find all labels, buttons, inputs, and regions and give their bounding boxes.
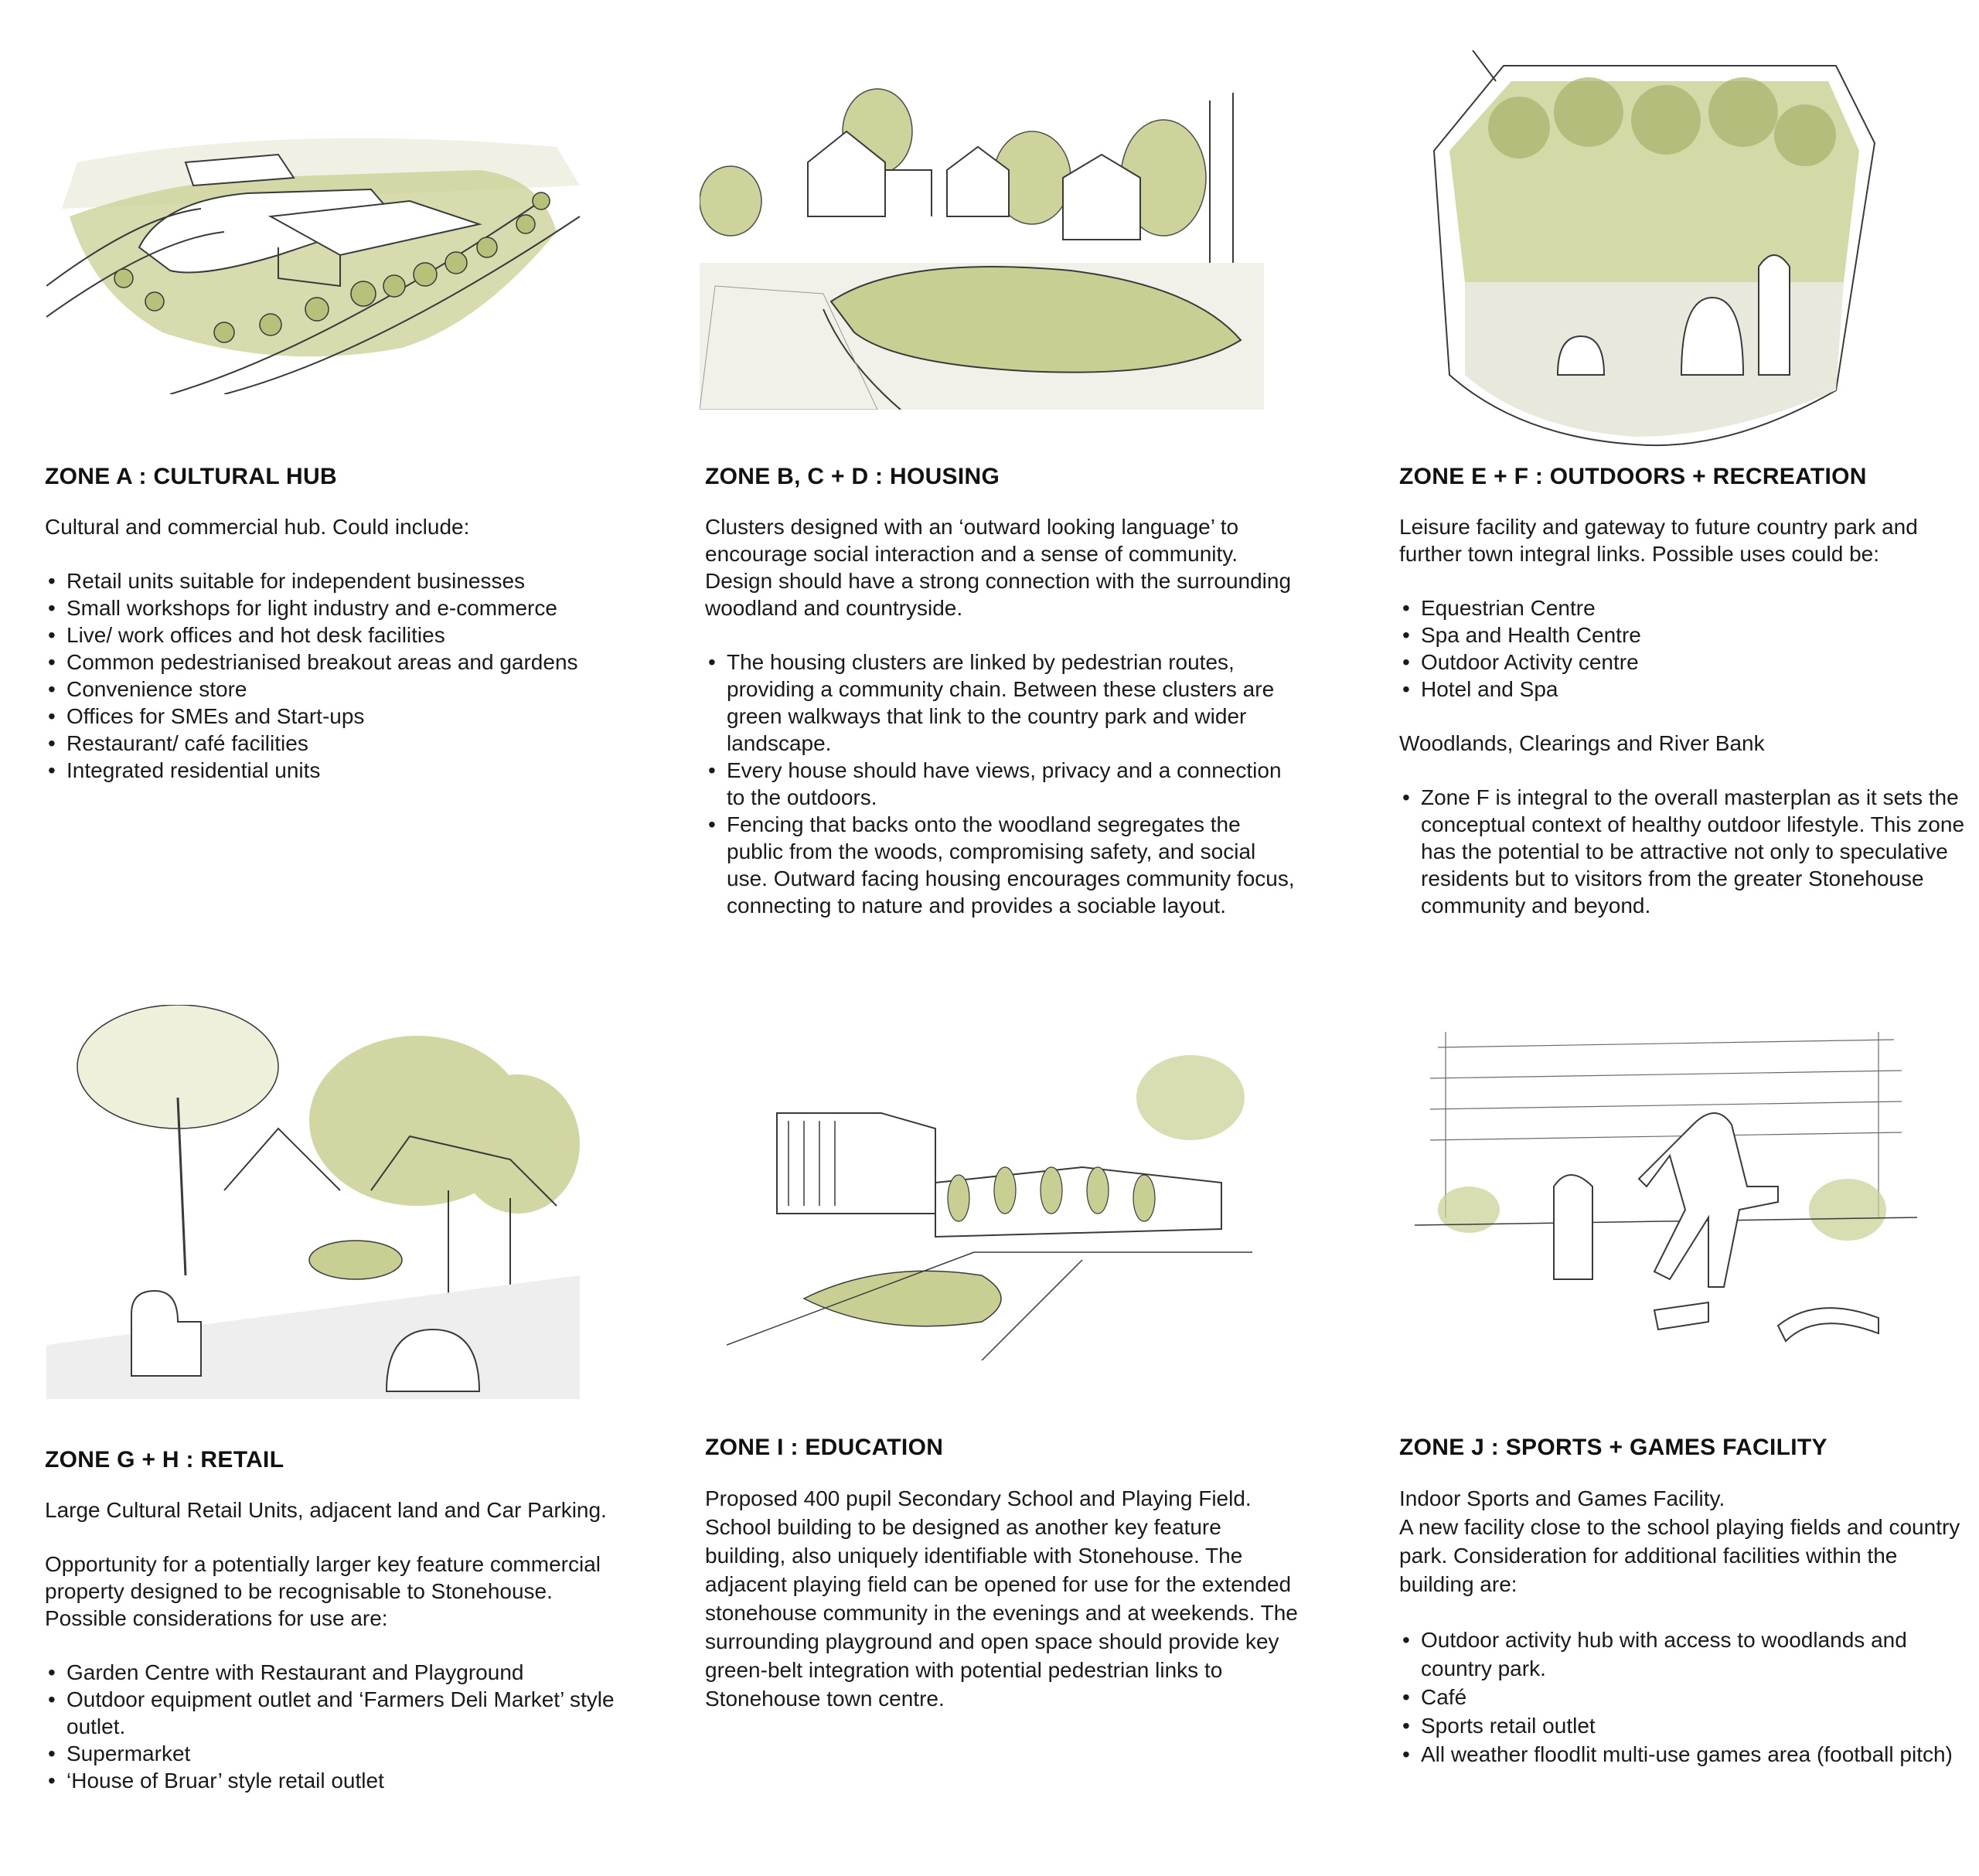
list-item: • Sports retail outlet xyxy=(1399,1711,1971,1740)
list-item: • Hotel and Spa xyxy=(1399,676,1971,703)
zone-j-intro-b: A new facility close to the school playing fields and country park. Consideration for additional facilities within the building are: xyxy=(1399,1515,1960,1596)
zone-ef-subhead: Woodlands, Clearings and River Bank xyxy=(1399,731,1765,755)
list-item: • Outdoor Activity centre xyxy=(1399,649,1971,676)
zone-bcd-list xyxy=(705,649,1300,919)
zone-bcd-sketch xyxy=(700,85,1264,410)
zone-j-section xyxy=(1399,1435,1971,1769)
zone-i-intro: Proposed 400 pupil Secondary School and Playing Field. School building to be designed as another key feature building, also uniquely identifiable with Stonehouse. The adjacent playing field can be opened for use for the extended stonehouse community in the evenings and at weekends. The surrounding playground and open space should provide key green-belt integration with potential pedestrian links to Stonehouse town centre. xyxy=(705,1486,1298,1711)
zone-i-section xyxy=(705,1435,1300,1713)
list-item: • Live/ work offices and hot desk facilities xyxy=(45,621,632,649)
list-item: • Every house should have views, privacy and a connection to the outdoors. xyxy=(705,757,1300,811)
zone-gh-intro: Large Cultural Retail Units, adjacent land and Car Parking. xyxy=(45,1498,607,1522)
list-item: • Integrated residential units xyxy=(45,757,632,784)
list-item: • Equestrian Centre xyxy=(1399,594,1971,621)
list-item: • Restaurant/ café facilities xyxy=(45,730,632,757)
zone-j-sketch xyxy=(1415,1032,1917,1364)
list-item: • Fencing that backs onto the woodland segregates the public from the woods, compromising safety, and social use. Outward facing housing encourages community focus, connecting to nature and provides a sociable layout. xyxy=(705,811,1300,919)
zone-a-section xyxy=(45,464,632,784)
zone-ef-list-2 xyxy=(1399,784,1971,919)
zone-a-intro: Cultural and commercial hub. Could include: xyxy=(45,515,470,539)
zone-bcd-title: ZONE B, C + D : HOUSING xyxy=(705,464,1000,489)
zone-ef-intro: Leisure facility and gateway to future country park and further town integral links. Possible uses could be: xyxy=(1399,515,1918,566)
list-item: • Spa and Health Centre xyxy=(1399,621,1971,649)
list-item: • Zone F is integral to the overall masterplan as it sets the conceptual context of healthy outdoor lifestyle. This zone has the potential to be attractive not only to speculative residents but to visitors from the greater Stonehouse community and beyond. xyxy=(1399,784,1971,919)
list-item: • Supermarket xyxy=(45,1740,632,1767)
list-item: • Outdoor activity hub with access to woodlands and country park. xyxy=(1399,1626,1971,1683)
zone-gh-sketch xyxy=(46,1005,580,1399)
zone-j-title: ZONE J : SPORTS + GAMES FACILITY xyxy=(1399,1435,1827,1460)
list-item: • Common pedestrianised breakout areas and gardens xyxy=(45,649,632,676)
zone-gh-section xyxy=(45,1447,632,1794)
list-item: • ‘House of Bruar’ style retail outlet xyxy=(45,1767,632,1794)
zone-j-list xyxy=(1399,1626,1971,1769)
zone-gh-title: ZONE G + H : RETAIL xyxy=(45,1447,284,1473)
zone-a-title: ZONE A : CULTURAL HUB xyxy=(45,464,337,489)
zone-a-list xyxy=(45,567,632,784)
list-item: • Café xyxy=(1399,1683,1971,1711)
list-item: • Offices for SMEs and Start-ups xyxy=(45,703,632,730)
zone-gh-intro-2: Opportunity for a potentially larger key feature commercial property designed to be recognisable to Stonehouse. Possible considerations for use are: xyxy=(45,1552,601,1630)
list-item: • Outdoor equipment outlet and ‘Farmers Deli Market’ style outlet. xyxy=(45,1686,632,1740)
zone-ef-list xyxy=(1399,594,1971,703)
zone-j-intro: Indoor Sports and Games Facility. xyxy=(1399,1486,1725,1510)
zone-ef-section xyxy=(1399,464,1971,919)
zone-ef-title: ZONE E + F : OUTDOORS + RECREATION xyxy=(1399,464,1867,489)
list-item: • Small workshops for light industry and e-commerce xyxy=(45,594,632,621)
zone-i-sketch xyxy=(727,1051,1252,1360)
zone-bcd-section xyxy=(705,464,1300,919)
zone-a-sketch xyxy=(46,93,588,394)
zone-bcd-intro: Clusters designed with an ‘outward looking language’ to encourage social interaction and a sense of community. Design should have a strong connection with the surrounding woodland and countryside. xyxy=(705,515,1292,620)
list-item: • All weather floodlit multi-use games area (football pitch) xyxy=(1399,1740,1971,1769)
list-item: • The housing clusters are linked by pedestrian routes, providing a community chain. Between these clusters are green walkways that link to the country park and wider landscape. xyxy=(705,649,1300,757)
zone-i-title: ZONE I : EDUCATION xyxy=(705,1435,944,1460)
list-item: • Retail units suitable for independent businesses xyxy=(45,567,632,594)
list-item: • Garden Centre with Restaurant and Playground xyxy=(45,1659,632,1686)
list-item: • Convenience store xyxy=(45,676,632,703)
zone-ef-sketch xyxy=(1403,50,1906,452)
zone-gh-list xyxy=(45,1659,632,1794)
